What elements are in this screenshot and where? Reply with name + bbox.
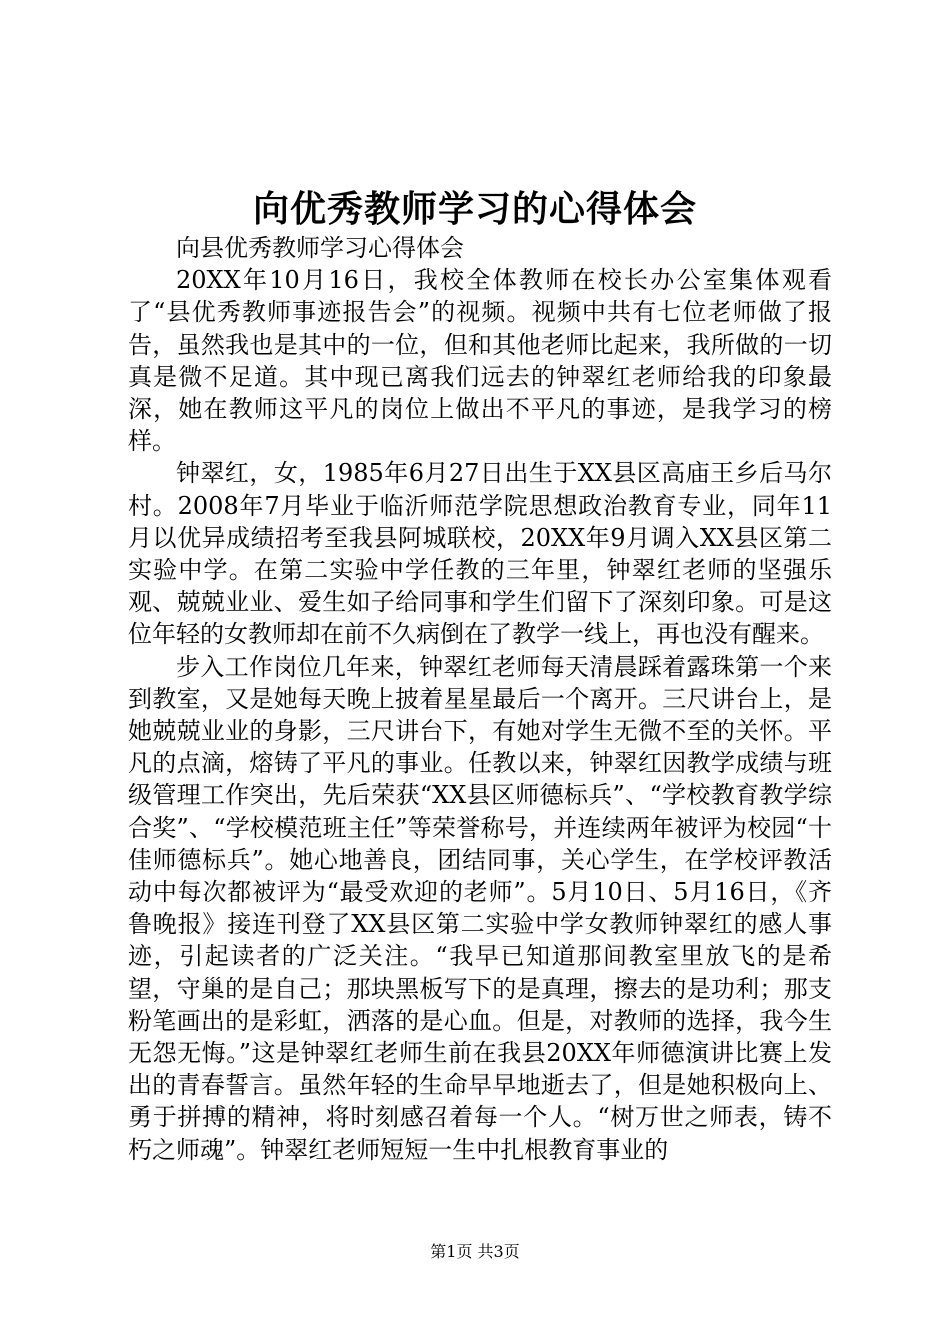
document-subtitle: 向县优秀教师学习心得体会 <box>176 234 464 262</box>
document-body <box>128 232 832 1166</box>
paragraph: 20XX年10月16日，我校全体教师在校长办公室集体观看了“县优秀教师事迹报告会”的视频。视频中共有七位老师做了报告，虽然我也是其中的一位，但和其他老师比起来，我所做的一切真是微不足道。其中现已离我们远去的钟翠红老师给我的印象最深，她在教师这平凡的岗位上做出不平凡的事迹，是我学习的榜样。 <box>128 266 832 456</box>
paragraph: 步入工作岗位几年来，钟翠红老师每天清晨踩着露珠第一个来到教室，又是她每天晚上披着星星最后一个离开。三尺讲台上，是她兢兢业业的身影，三尺讲台下，有她对学生无微不至的关怀。平凡的点滴，熔铸了平凡的事业。任教以来，钟翠红因教学成绩与班级管理工作突出，先后荣获“XX县区师德标兵”、“学校教育教学综合奖”、“学校模范班主任”等荣誉称号，并连续两年被评为校园“十佳师德标兵”。她心地善良，团结同事，关心学生，在学校评教活动中每次都被评为“最受欢迎的老师”。5月10日、5月16日，《齐鲁晚报》接连刊登了XX县区第二实验中学女教师钟翠红的感人事迹，引起读者的广泛关注。“我早已知道那间教室里放飞的是希望，守巢的是自己；那块黑板写下的是真理，擦去的是功利；那支粉笔画出的是彩虹，洒落的是心血。但是，对教师的选择，我今生无怨无悔。”这是钟翠红老师生前在我县20XX年师德演讲比赛上发出的青春誓言。虽然年轻的生命早早地逝去了，但是她积极向上、勇于拼搏的精神，将时刻感召着每一个人。“树万世之师表，铸不朽之师魂”。钟翠红老师短短一生中扎根教育事业的 <box>128 652 832 1164</box>
paragraph: 钟翠红，女，1985年6月27日出生于XX县区高庙王乡后马尔村。2008年7月毕业于临沂师范学院思想政治教育专业，同年11月以优异成绩招考至我县阿城联校，20XX年9月调入XX县区第二实验中学。在第二实验中学任教的三年里，钟翠红老师的坚强乐观、兢兢业业、爱生如子给同事和学生们留下了深刻印象。可是这位年轻的女教师却在前不久病倒在了教学一线上，再也没有醒来。 <box>128 459 832 649</box>
document-title: 向优秀教师学习的心得体会 <box>252 188 697 230</box>
page-number-footer: 第1页 共3页 <box>430 1242 520 1261</box>
